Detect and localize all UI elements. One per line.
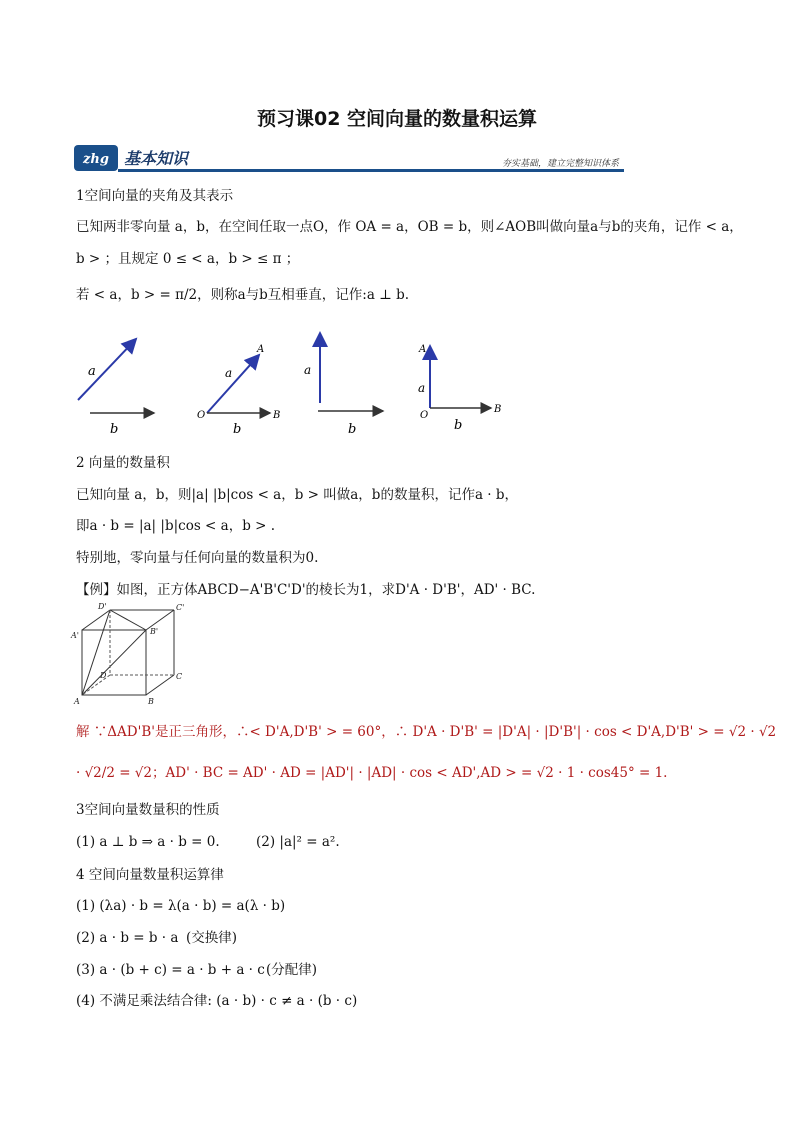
property-1: (1) a ⊥ b ⇒ a · b = 0. [76,834,220,850]
law-1: (1) (λa) · b = λ(a · b) = a(λ · b) [76,898,286,914]
svg-text:O: O [420,410,429,421]
vector-angle-figure [70,330,520,440]
solution-line2: · √2/2 = √2；AD' · BC = AD' · AD = |AD'| · |AD| · cos < AD',AD > = √2 · 1 · cos45° = 1. [76,765,668,781]
svg-text:A': A' [71,631,79,640]
section2-line2: 即a · b = |a| |b|cos < a，b > . [76,518,276,534]
section1-line2: b > ；且规定 0 ≤ < a，b > ≤ π ； [76,251,300,267]
svg-text:B: B [148,697,154,706]
section1-line3: 若 < a，b > = π/2，则称a与b互相垂直，记作:a ⊥ b. [76,287,410,303]
law-3: (3) a · (b + c) = a · b + a · c [76,962,265,978]
svg-text:b: b [454,418,463,433]
section1-line1: 已知两非零向量 a，b，在空间任取一点O，作 OA = a，OB = b，则∠AOB叫做向量a与b的夹角，记作 < a， [76,219,743,235]
cube-figure [70,600,190,710]
section4-heading: 4 空间向量数量积运算律 [76,867,224,883]
svg-text:a: a [304,363,312,377]
section3-heading: 3空间向量数量积的性质 [76,802,220,818]
svg-text:O: O [197,410,206,421]
svg-text:a: a [88,364,96,379]
svg-text:A: A [74,697,80,706]
svg-text:B: B [494,404,502,415]
section1-heading: 1空间向量的夹角及其表示 [76,188,234,204]
page-title: 预习课02 空间向量的数量积运算 [256,108,538,130]
section2-line3: 特别地，零向量与任何向量的数量积为0. [76,550,319,566]
law-2: (2) a · b = b · a [76,930,179,946]
solution-line1: 解 ∵ΔAD'B'是正三角形，∴< D'A,D'B' > = 60°，∴ D'A · D'B' = |D'A| · |D'B'| · cos < D'A,D'B' > = √2 · √2 [76,724,777,740]
svg-text:A: A [257,344,265,355]
law-4: (4) 不满足乘法结合律: (a · b) · c ≠ a · (b · c) [76,993,358,1009]
svg-text:b: b [233,422,242,437]
svg-text:D': D' [98,602,107,611]
svg-text:D: D [100,671,107,680]
svg-text:B: B [273,410,281,421]
section2-heading: 2 向量的数量积 [76,455,170,471]
svg-text:A: A [419,344,427,355]
svg-text:a: a [418,381,426,395]
banner-logo: zhg [83,152,109,167]
banner-slogan: 夯实基础，建立完整知识体系 [501,159,619,169]
svg-text:C': C' [176,603,185,612]
svg-text:b: b [110,422,119,437]
property-2: (2) |a|² = a². [256,834,340,850]
banner-heading: 基本知识 [124,149,189,168]
law-2-note: (交换律) [186,930,238,946]
section-banner [74,143,624,173]
example-prompt: 【例】如图，正方体ABCD−A'B'C'D'的棱长为1，求D'A · D'B'，AD' · BC. [76,582,536,598]
section2-line1: 已知向量 a，b，则|a| |b|cos < a，b > 叫做a，b的数量积，记作a · b， [76,487,519,503]
svg-text:C: C [176,672,183,681]
svg-text:b: b [348,422,357,437]
svg-text:a: a [225,366,233,380]
law-3-note: (分配律) [266,962,318,978]
svg-text:B': B' [150,627,159,636]
